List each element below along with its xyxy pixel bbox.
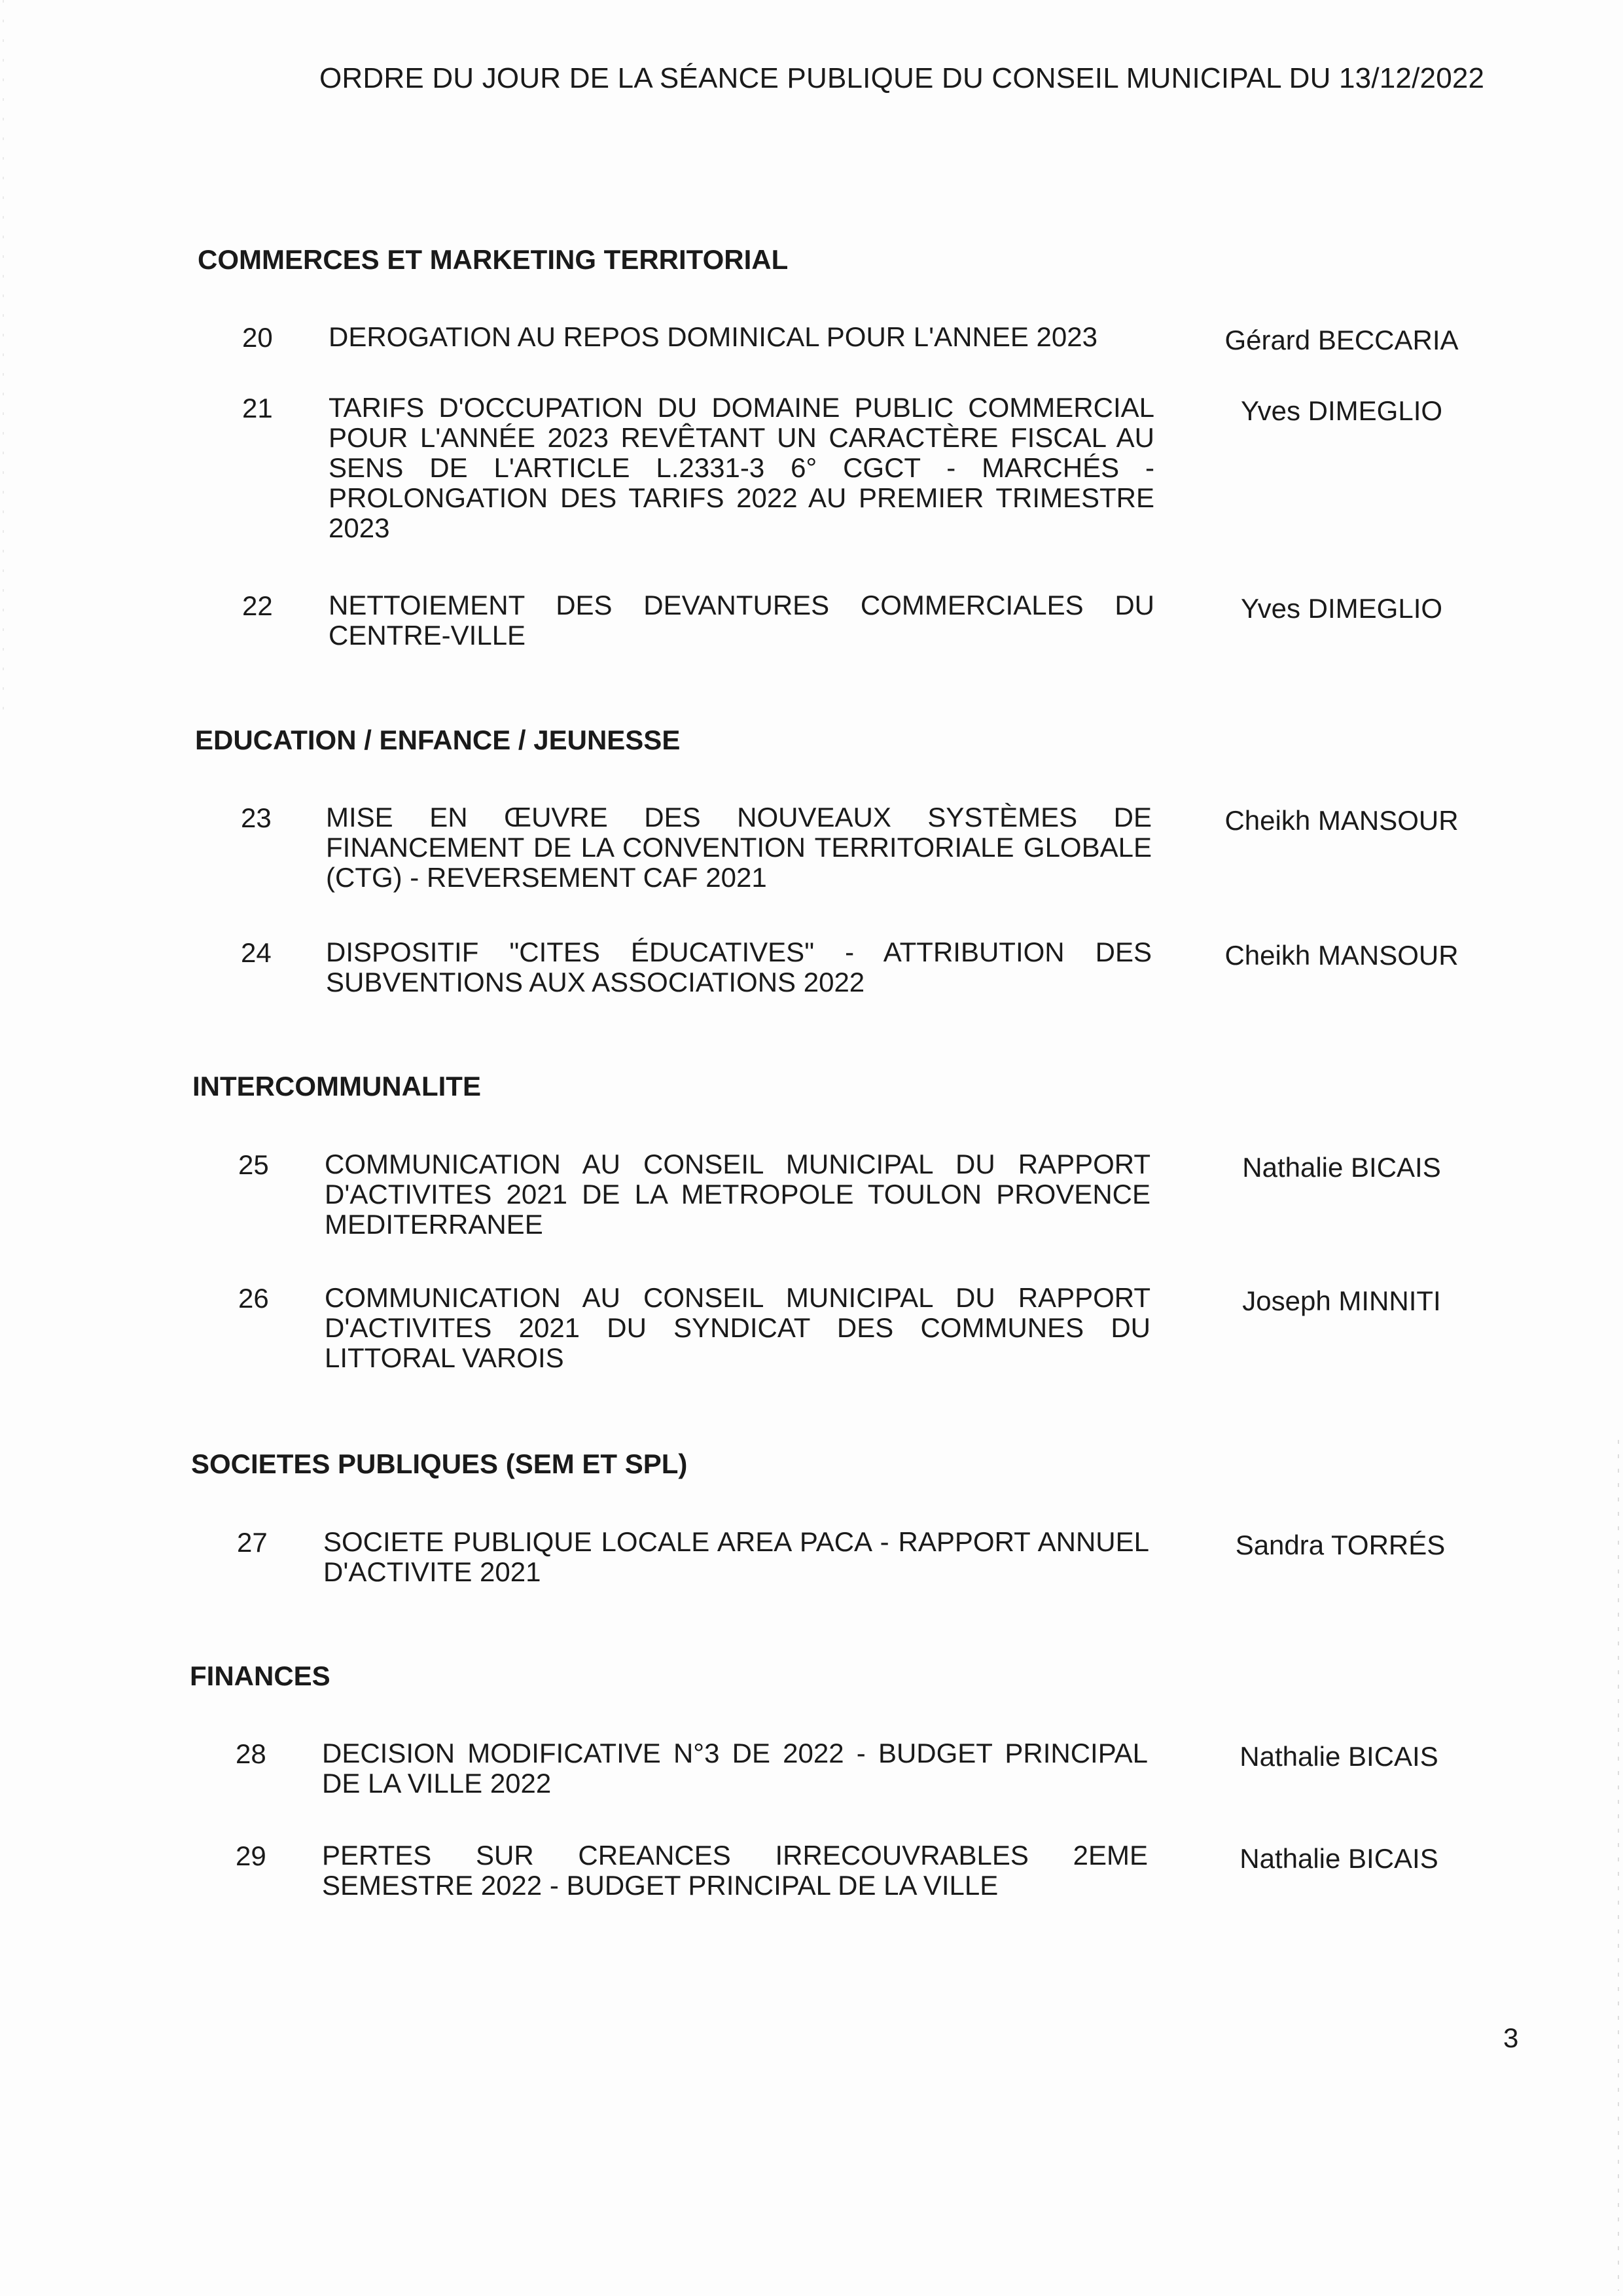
item-number: 29: [236, 1840, 266, 1871]
item-number: 22: [242, 590, 273, 621]
item-title: DECISION MODIFICATIVE N°3 DE 2022 - BUDGET PRINCIPAL DE LA VILLE 2022: [322, 1738, 1148, 1799]
item-number: 20: [242, 322, 273, 353]
scan-margin-right: [1618, 1440, 1619, 2291]
item-number: 27: [237, 1527, 268, 1558]
item-number: 24: [241, 937, 272, 968]
item-number: 21: [242, 393, 273, 423]
item-title: NETTOIEMENT DES DEVANTURES COMMERCIALES DU CENTRE-VILLE: [329, 590, 1154, 651]
item-title: PERTES SUR CREANCES IRRECOUVRABLES 2EME SEMESTRE 2022 - BUDGET PRINCIPAL DE LA VILLE: [322, 1840, 1148, 1901]
item-title: COMMUNICATION AU CONSEIL MUNICIPAL DU RAPPORT D'ACTIVITES 2021 DU SYNDICAT DES COMMUNES DU LITTORAL VAROIS: [325, 1282, 1150, 1373]
section-title-finances: FINANCES: [190, 1660, 330, 1691]
item-number: 25: [238, 1149, 269, 1180]
item-rapporteur: Joseph MINNITI: [1242, 1285, 1441, 1316]
item-title: DEROGATION AU REPOS DOMINICAL POUR L'ANNEE 2023: [329, 321, 1097, 352]
item-rapporteur: Yves DIMEGLIO: [1240, 593, 1443, 624]
item-rapporteur: Sandra TORRÉS: [1235, 1530, 1446, 1560]
item-rapporteur: Nathalie BICAIS: [1240, 1843, 1438, 1874]
item-rapporteur: Gérard BECCARIA: [1224, 325, 1459, 355]
item-title: MISE EN ŒUVRE DES NOUVEAUX SYSTÈMES DE FINANCEMENT DE LA CONVENTION TERRITORIALE GLOBALE (CTG) - REVERSEMENT CAF 2021: [326, 802, 1152, 893]
item-title: TARIFS D'OCCUPATION DU DOMAINE PUBLIC COMMERCIAL POUR L'ANNÉE 2023 REVÊTANT UN CARACTÈRE FISCAL AU SENS DE L'ARTICLE L.2331-3 6° CGCT - MARCHÉS - PROLONGATION DES TARIFS 2022 AU PREMIER TRIMESTRE 2023: [329, 392, 1154, 543]
item-rapporteur: Nathalie BICAIS: [1242, 1152, 1441, 1183]
section-title-commerces: COMMERCES ET MARKETING TERRITORIAL: [198, 244, 789, 275]
item-title: DISPOSITIF "CITES ÉDUCATIVES" - ATTRIBUTION DES SUBVENTIONS AUX ASSOCIATIONS 2022: [326, 937, 1152, 997]
item-number: 26: [238, 1283, 269, 1314]
page-number: 3: [1503, 2022, 1519, 2053]
item-title: COMMUNICATION AU CONSEIL MUNICIPAL DU RAPPORT D'ACTIVITES 2021 DE LA METROPOLE TOULON PROVENCE MEDITERRANEE: [325, 1149, 1150, 1240]
item-rapporteur: Cheikh MANSOUR: [1224, 805, 1459, 836]
item-rapporteur: Cheikh MANSOUR: [1224, 940, 1459, 971]
item-rapporteur: Yves DIMEGLIO: [1240, 395, 1443, 426]
document-header: ORDRE DU JOUR DE LA SÉANCE PUBLIQUE DU CONSEIL MUNICIPAL DU 13/12/2022: [319, 62, 1485, 94]
item-number: 28: [236, 1738, 266, 1769]
scan-margin-left: [3, 0, 4, 720]
section-title-societes-publiques: SOCIETES PUBLIQUES (SEM ET SPL): [191, 1448, 688, 1479]
section-title-education: EDUCATION / ENFANCE / JEUNESSE: [195, 725, 681, 755]
section-title-intercommunalite: INTERCOMMUNALITE: [192, 1071, 481, 1102]
item-title: SOCIETE PUBLIQUE LOCALE AREA PACA - RAPPORT ANNUEL D'ACTIVITE 2021: [323, 1526, 1149, 1587]
item-number: 23: [241, 802, 272, 833]
item-rapporteur: Nathalie BICAIS: [1240, 1741, 1438, 1772]
